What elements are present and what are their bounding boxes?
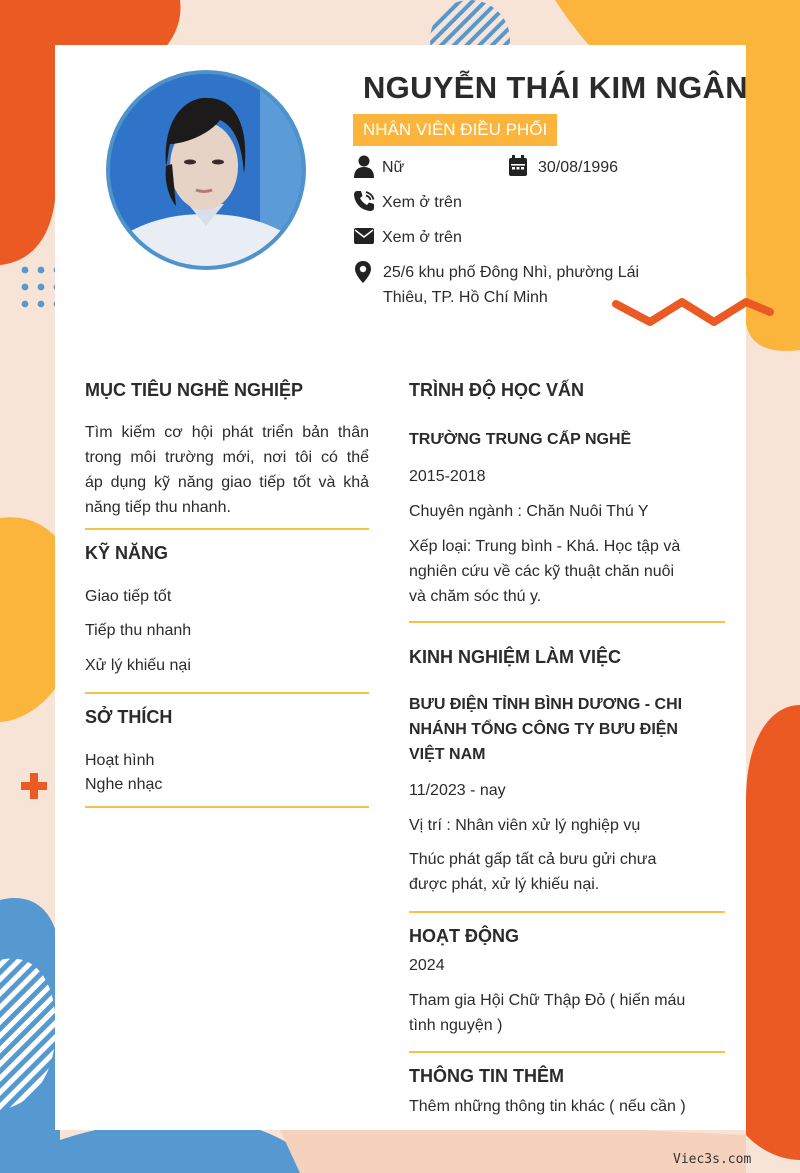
watermark: Viec3s.com <box>673 1152 752 1167</box>
objective-line: áp dụng kỹ năng giao tiếp tốt và khả <box>85 474 369 491</box>
birthdate-value: 30/08/1996 <box>538 159 619 176</box>
education-major: Chuyên ngành : Chăn Nuôi Thú Y <box>409 503 649 520</box>
education-desc-line: và chăm sóc thú y. <box>409 588 542 605</box>
calendar-icon <box>508 155 528 177</box>
skill-item: Giao tiếp tốt <box>85 588 172 605</box>
experience-period: 11/2023 - nay <box>409 782 506 799</box>
divider <box>85 806 369 808</box>
company-line: VIỆT NAM <box>409 746 486 763</box>
phone-icon <box>353 190 375 212</box>
email-value: Xem ở trên <box>382 229 462 246</box>
address-line-1: 25/6 khu phố Đông Nhì, phường Lái <box>383 264 640 281</box>
address-line-2: Thiêu, TP. Hồ Chí Minh <box>383 289 548 306</box>
phone-row <box>353 190 553 216</box>
job-title-badge: NHÂN VIÊN ĐIỀU PHỐI <box>353 114 557 146</box>
divider <box>409 911 725 913</box>
company-line: NHÁNH TỔNG CÔNG TY BƯU ĐIỆN <box>409 721 678 738</box>
activities-heading: HOẠT ĐỘNG <box>409 926 519 946</box>
hobby-item: Nghe nhạc <box>85 776 163 793</box>
plus-decoration <box>19 771 49 801</box>
extra-info-text: Thêm những thông tin khác ( nếu cần ) <box>409 1098 686 1115</box>
activities-description <box>409 988 725 1038</box>
skills-heading: KỸ NĂNG <box>85 543 169 563</box>
education-description <box>409 534 725 609</box>
education-period: 2015-2018 <box>409 468 486 485</box>
education-desc-line: Xếp loại: Trung bình - Khá. Học tập và <box>409 538 681 555</box>
activities-desc-line: Tham gia Hội Chữ Thập Đỏ ( hiến máu <box>409 992 686 1009</box>
objective-line: năng tiếp thu nhanh. <box>85 499 231 516</box>
phone-value: Xem ở trên <box>382 194 462 211</box>
portrait-photo <box>110 74 302 266</box>
experience-company <box>409 692 725 767</box>
education-heading: TRÌNH ĐỘ HỌC VẤN <box>409 380 584 400</box>
extra-info-heading: THÔNG TIN THÊM <box>409 1066 564 1086</box>
divider <box>85 528 369 530</box>
hobby-item: Hoạt hình <box>85 752 155 769</box>
orange-blob-right <box>746 705 800 1160</box>
email-icon <box>353 226 375 246</box>
skill-item: Xử lý khiếu nại <box>85 657 191 674</box>
experience-heading: KINH NGHIỆM LÀM VIỆC <box>409 647 622 667</box>
experience-description <box>409 847 725 897</box>
birthdate-row <box>508 155 658 181</box>
objective-heading: MỤC TIÊU NGHỀ NGHIỆP <box>85 380 304 400</box>
user-icon <box>353 155 375 179</box>
address-row <box>353 260 683 312</box>
divider <box>409 1051 725 1053</box>
experience-position: Vị trí : Nhân viên xử lý nghiệp vụ <box>409 817 641 834</box>
activities-year: 2024 <box>409 957 445 974</box>
experience-desc-line: được phát, xử lý khiếu nại. <box>409 876 600 893</box>
company-line: BƯU ĐIỆN TỈNH BÌNH DƯƠNG - CHI <box>409 696 683 713</box>
hobbies-heading: SỞ THÍCH <box>85 707 173 727</box>
experience-desc-line: Thúc phát gấp tất cả bưu gửi chưa <box>409 851 657 868</box>
education-desc-line: nghiên cứu về các kỹ thuật chăn nuôi <box>409 563 675 580</box>
divider <box>85 692 369 694</box>
skill-item: Tiếp thu nhanh <box>85 622 192 639</box>
objective-line: trong môi trường mới, nơi tôi có thể <box>85 449 369 466</box>
gender-value: Nữ <box>382 159 405 176</box>
gender-row <box>353 155 493 181</box>
education-school: TRƯỜNG TRUNG CẤP NGHỀ <box>409 431 632 448</box>
divider <box>409 621 725 623</box>
activities-desc-line: tình nguyện ) <box>409 1017 503 1034</box>
email-row <box>353 225 553 251</box>
candidate-name: NGUYỄN THÁI KIM NGÂN <box>363 70 748 105</box>
objective-line: Tìm kiếm cơ hội phát triển bản thân <box>85 424 369 441</box>
objective-text <box>85 420 369 520</box>
location-icon <box>353 260 373 284</box>
avatar <box>106 70 306 270</box>
